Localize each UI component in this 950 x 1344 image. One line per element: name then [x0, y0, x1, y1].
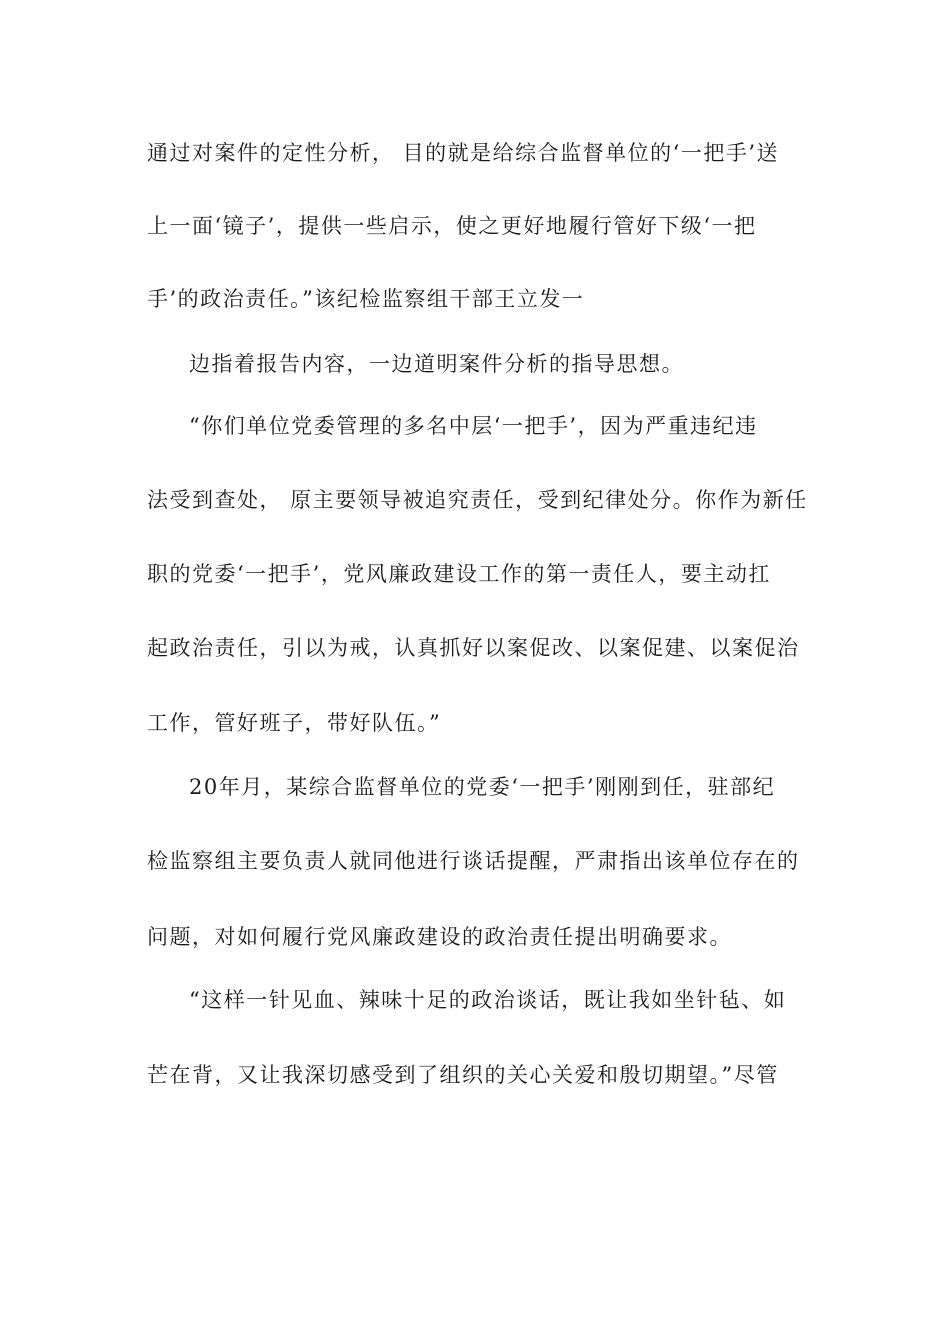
paragraph-first-line: “这样一针见血、辣味十足的政治谈话，既让我如坐针毡、如	[189, 988, 787, 1012]
text-line: 上一面‘镜子’，提供一些启示，使之更好地履行管好下级‘一把	[147, 214, 757, 238]
text-line: 法受到查处， 原主要领导被追究责任，受到纪律处分。你作为新任	[147, 488, 808, 512]
text-line: 芒在背，又让我深切感受到了组织的关心关爱和殷切期望。”尽管	[147, 1063, 779, 1087]
text-line: 边指着报告内容，一边道明案件分析的指导思想。	[189, 352, 684, 376]
text-line: 问题，对如何履行党风廉政建设的政治责任提出明确要求。	[147, 925, 732, 949]
text-line: 通过对案件的定性分析， 目的就是给综合监督单位的‘一把手’送	[147, 141, 780, 165]
text-line: 起政治责任，引以为戒，认真抓好以案促改、以案促建、以案促治	[147, 636, 800, 660]
text-line: 职的党委‘一把手’，党风廉政建设工作的第一责任人，要主动扛	[147, 562, 771, 586]
paragraph-first-line: 20年月，某综合监督单位的党委‘一把手’刚刚到任，驻部纪	[189, 775, 776, 799]
text-line: 工作，管好班子，带好队伍。”	[147, 711, 442, 735]
text-line: 检监察组主要负责人就同他进行谈话提醒，严肃指出该单位存在的	[147, 849, 800, 873]
text-line: 手’的政治责任。”该纪检监察组干部王立发一	[147, 287, 585, 311]
paragraph-first-line: “你们单位党委管理的多名中层‘一把手’，因为严重违纪违	[189, 414, 758, 438]
